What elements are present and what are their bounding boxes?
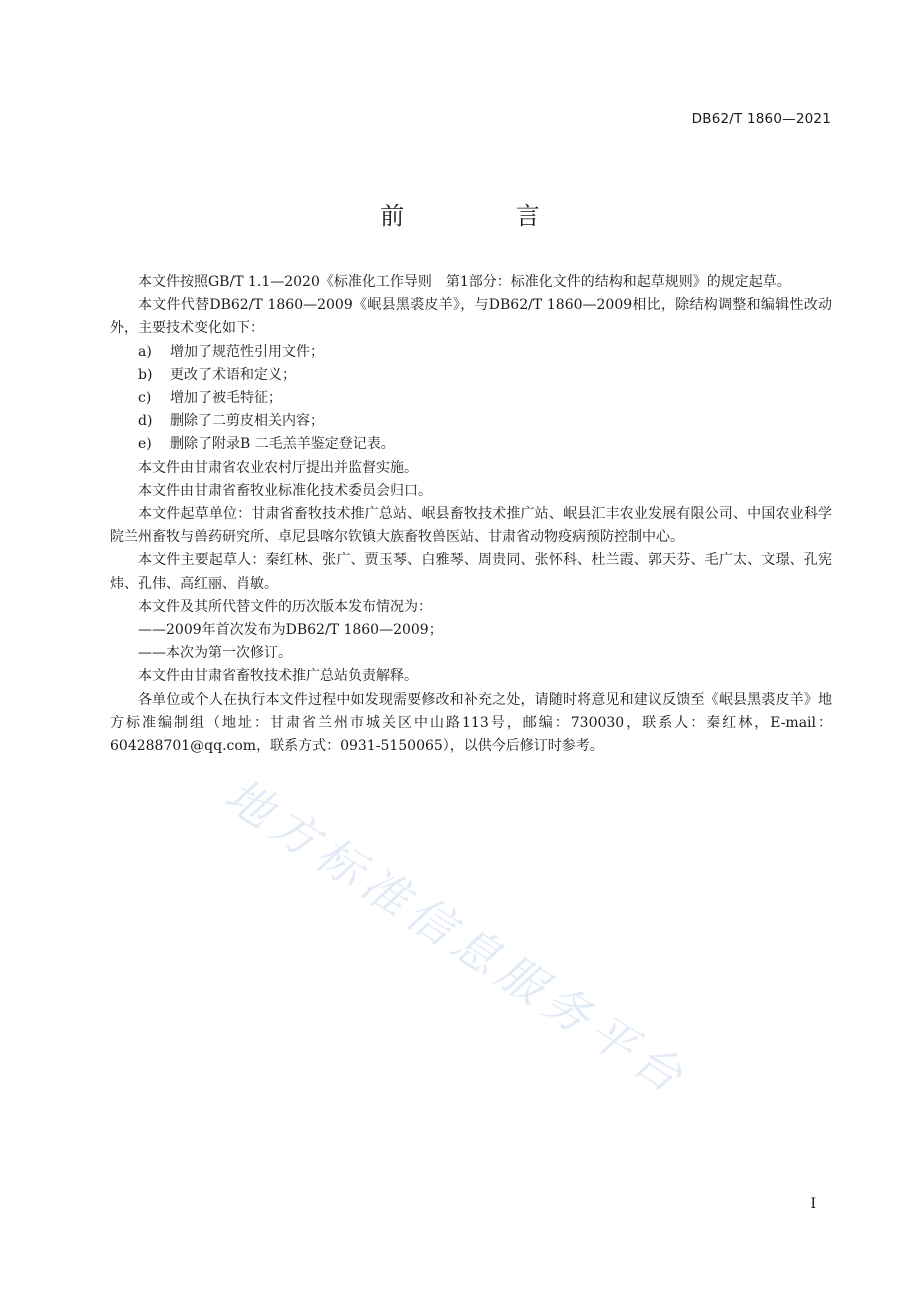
list-item (110, 410, 832, 433)
list-item-text: 增加了被毛特征； (170, 390, 282, 407)
paragraph-history-intro: 本文件及其所代替文件的历次版本发布情况为： (138, 598, 432, 615)
paragraph-replacement: 本文件代替DB62/T 1860—2009《岷县黑裘皮羊》，与DB62/T 1860—2009相比，除结构调整和编辑性改动外，主要技术变化如下： (110, 297, 832, 337)
list-item (110, 387, 832, 410)
change-list (110, 341, 832, 457)
foreword-body (110, 271, 832, 758)
list-item (110, 433, 832, 456)
history-item: ——本次为第一次修订。 (138, 645, 292, 662)
list-item (110, 341, 832, 364)
list-item-label: d) (138, 413, 153, 430)
list-item-text: 删除了附录B 二毛羔羊鉴定登记表。 (170, 436, 395, 453)
list-item-text: 删除了二剪皮相关内容； (170, 413, 324, 430)
list-item-text: 增加了规范性引用文件； (170, 343, 324, 360)
watermark-text: 地方标准信息服务平台 (215, 767, 698, 1107)
list-item-label: c) (138, 390, 152, 407)
list-item (110, 364, 832, 387)
paragraph-feedback: 各单位或个人在执行本文件过程中如发现需要修改和补充之处，请随时将意见和建议反馈至《岷县黑裘皮羊》地方标准编制组（地址：甘肃省兰州市城关区中山路113号，邮编：730030，联系人：秦红林，E-mail：604288701@qq.com，联系方式：0931-5150065），以供今后修订时参考。 (110, 691, 832, 755)
paragraph-drafters: 本文件主要起草人：秦红林、张广、贾玉琴、白雅琴、周贵同、张怀科、杜兰霞、郭天芬、毛广太、文璟、孔宪炜、孔伟、高红丽、肖敏。 (110, 552, 832, 592)
page-number: I (810, 1196, 816, 1212)
document-code: DB62/T 1860—2021 (691, 111, 831, 127)
list-item-label: e) (138, 436, 152, 453)
section-title: 前 言 (380, 202, 592, 230)
paragraph-interpretation: 本文件由甘肃省畜牧技术推广总站负责解释。 (138, 668, 418, 685)
list-item-text: 更改了术语和定义； (170, 366, 296, 383)
history-item: ——2009年首次发布为DB62/T 1860—2009； (138, 622, 443, 639)
paragraph-drafting-units: 本文件起草单位：甘肃省畜牧技术推广总站、岷县畜牧技术推广站、岷县汇丰农业发展有限公司、中国农业科学院兰州畜牧与兽药研究所、卓尼县喀尔钦镇大族畜牧兽医站、甘肃省动物疫病预防控制中心。 (110, 506, 832, 546)
paragraph-committee: 本文件由甘肃省畜牧业标准化技术委员会归口。 (138, 482, 432, 499)
list-item-label: a) (138, 343, 152, 360)
paragraph-drafting-basis: 本文件按照GB/T 1.1—2020《标准化工作导则 第1部分：标准化文件的结构和起草规则》的规定起草。 (138, 274, 791, 290)
paragraph-proposer: 本文件由甘肃省农业农村厅提出并监督实施。 (138, 459, 418, 476)
list-item-label: b) (138, 366, 153, 383)
